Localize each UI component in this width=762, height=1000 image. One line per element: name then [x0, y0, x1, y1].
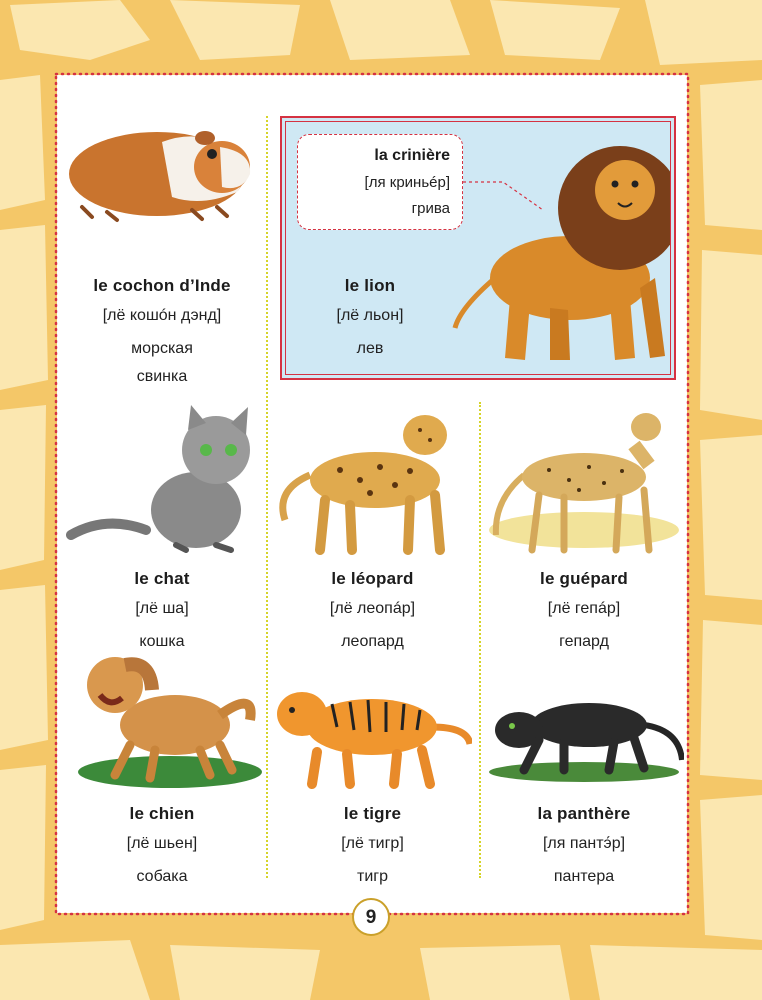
cheetah-russian: гепард — [559, 633, 609, 650]
cat-transcription: [лё ша] — [135, 600, 189, 617]
panther-transcription: [ля пантэ́р] — [542, 835, 626, 852]
dog-french: le chien — [129, 804, 195, 823]
tiger-transcription: [лё тигр] — [341, 835, 404, 852]
panther-french: la panthère — [537, 804, 631, 823]
mane-russian: грива — [411, 200, 450, 217]
guinea-pig-transcription: [лё кошóн дэнд] — [102, 307, 222, 324]
mane-callout — [297, 134, 463, 230]
panther-russian: пантера — [553, 868, 615, 885]
dog-transcription: [лё шьен] — [126, 835, 198, 852]
cheetah-french: le guépard — [540, 569, 628, 588]
leopard-russian: леопард — [341, 633, 404, 650]
leopard-transcription: [лё леопáр] — [329, 600, 416, 617]
tiger-icon — [272, 672, 472, 790]
leopard-french: le léopard — [331, 569, 414, 588]
dog-caption — [62, 804, 262, 891]
cat-icon — [66, 405, 266, 553]
mane-french: la crinière — [374, 147, 450, 164]
guinea-pig-french: le cochon d’Inde — [93, 276, 231, 295]
cat-caption — [62, 569, 262, 656]
column-divider — [266, 116, 268, 878]
guinea-pig-caption — [62, 276, 262, 391]
guinea-pig-russian: морская свинка — [131, 340, 193, 385]
lion-transcription: [лё льон] — [336, 307, 404, 324]
column-divider — [479, 402, 481, 878]
cheetah-icon — [484, 405, 684, 555]
cheetah-caption — [484, 569, 684, 656]
tiger-french: le tigre — [343, 804, 402, 823]
guinea-pig-icon — [62, 112, 262, 227]
page-number: 9 — [352, 898, 390, 936]
tiger-russian: тигр — [357, 868, 388, 885]
lion-french: le lion — [344, 276, 396, 295]
cat-russian: кошка — [139, 633, 185, 650]
panther-icon — [484, 680, 684, 790]
lion-russian: лев — [356, 340, 384, 357]
cheetah-transcription: [лё гепáр] — [547, 600, 621, 617]
tiger-caption — [270, 804, 475, 891]
mane-transcription: [ля криньéр] — [364, 174, 450, 191]
panther-caption — [484, 804, 684, 891]
lion-caption — [300, 276, 440, 363]
cat-french: le chat — [134, 569, 190, 588]
lion-icon — [450, 128, 670, 368]
dog-russian: собака — [136, 868, 188, 885]
leopard-caption — [270, 569, 475, 656]
leopard-icon — [270, 405, 470, 555]
dog-icon — [70, 650, 265, 790]
